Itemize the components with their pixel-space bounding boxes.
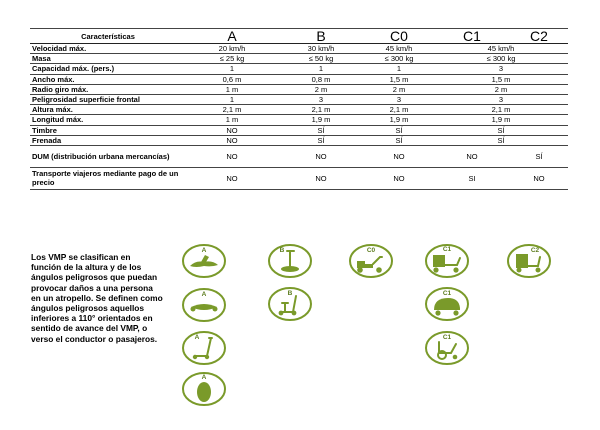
table-row-dum [30, 145, 568, 167]
cell-b: 2 m [278, 84, 364, 94]
cell-c1: NO [434, 145, 510, 167]
cell-c0: 3 [364, 94, 434, 104]
cell-a: NO [186, 125, 278, 135]
hoverboard-icon [181, 243, 227, 279]
table-row [30, 74, 568, 84]
cell-c2: NO [510, 167, 568, 189]
cell-a: NO [186, 167, 278, 189]
self-balancing-board-icon [181, 287, 227, 323]
cell-c0: 1 [364, 64, 434, 74]
wheelchair-scooter-icon [424, 330, 470, 366]
table-header-row [30, 29, 568, 44]
badge-label-a: A [201, 247, 207, 254]
cell-c0: 1,9 m [364, 115, 434, 125]
cell-a: 1 [186, 94, 278, 104]
row-label: Altura máx. [30, 105, 186, 115]
cell-a: 1 [186, 64, 278, 74]
cell-c1-c2: 3 [434, 94, 568, 104]
header-category-c1: C1 [434, 29, 510, 44]
cell-c0: NO [364, 145, 434, 167]
cell-c1-c2: ≤ 300 kg [434, 54, 568, 64]
cell-b: SÍ [278, 135, 364, 145]
badge-label-c1: C1 [442, 334, 452, 341]
cell-c1-c2: 1,5 m [434, 74, 568, 84]
table-row [30, 135, 568, 145]
seated-cart-icon [348, 243, 394, 279]
cell-c0: NO [364, 167, 434, 189]
cell-b: 3 [278, 94, 364, 104]
header-characteristics: Características [30, 29, 186, 44]
table-row [30, 105, 568, 115]
cell-b: SÍ [278, 125, 364, 135]
table-row [30, 84, 568, 94]
cell-a: 20 km/h [186, 44, 278, 54]
header-category-c0: C0 [364, 29, 434, 44]
row-label: Masa [30, 54, 186, 64]
row-label: Radio giro máx. [30, 84, 186, 94]
cell-b: NO [278, 167, 364, 189]
cell-c2: SÍ [510, 145, 568, 167]
table-row [30, 54, 568, 64]
row-label: DUM (distribución urbana mercancías) [30, 145, 186, 167]
row-label: Timbre [30, 125, 186, 135]
cell-c1-c2: 45 km/h [434, 44, 568, 54]
cell-c0: SÍ [364, 125, 434, 135]
table-row [30, 115, 568, 125]
cell-b: ≤ 50 kg [278, 54, 364, 64]
kick-scooter-icon [181, 330, 227, 366]
segway-icon [267, 243, 313, 279]
covered-scooter-icon [424, 286, 470, 322]
cell-b: 2,1 m [278, 105, 364, 115]
badge-label-c0: C0 [366, 247, 376, 254]
badge-label-c1: C1 [442, 290, 452, 297]
table-row-transport [30, 167, 568, 189]
cell-b: 1 [278, 64, 364, 74]
monowheel-icon [181, 371, 227, 407]
row-label: Capacidad máx. (pers.) [30, 64, 186, 74]
cell-a: NO [186, 145, 278, 167]
row-label: Longitud máx. [30, 115, 186, 125]
cell-c0: 45 km/h [364, 44, 434, 54]
table-row [30, 94, 568, 104]
row-label: Peligrosidad superficie frontal [30, 94, 186, 104]
table-row [30, 125, 568, 135]
cell-c1-c2: SÍ [434, 125, 568, 135]
cell-b: 30 km/h [278, 44, 364, 54]
cell-c1-c2: 1,9 m [434, 115, 568, 125]
cell-b: 1,9 m [278, 115, 364, 125]
classification-description: Los VMP se clasifican en función de la altura y de los ángulos peligrosos que puedan provocar daños a una persona en un atropello. Se definen como ángulos peligrosos aquellos inferiores a 110° orientados en sentido de avance del VMP, o verso el conductor o pasajeros. [31, 252, 163, 344]
header-category-c2: C2 [510, 29, 568, 44]
badge-label-a: A [201, 291, 207, 298]
table-row [30, 64, 568, 74]
cell-c1-c2: 2,1 m [434, 105, 568, 115]
table-row [30, 44, 568, 54]
row-label: Velocidad máx. [30, 44, 186, 54]
cell-c1-c2: 3 [434, 64, 568, 74]
cell-a: ≤ 25 kg [186, 54, 278, 64]
cell-c0: 2,1 m [364, 105, 434, 115]
row-label: Transporte viajeros mediante pago de un precio [30, 167, 186, 189]
cell-c0: 1,5 m [364, 74, 434, 84]
cell-c0: ≤ 300 kg [364, 54, 434, 64]
badge-label-a: A [194, 334, 200, 341]
cell-c1: SI [434, 167, 510, 189]
cell-a: NO [186, 135, 278, 145]
row-label: Ancho máx. [30, 74, 186, 84]
cell-c1-c2: 2 m [434, 84, 568, 94]
cell-c0: 2 m [364, 84, 434, 94]
cell-a: 1 m [186, 115, 278, 125]
cell-b: 0,8 m [278, 74, 364, 84]
cell-a: 1 m [186, 84, 278, 94]
badge-label-a: A [201, 374, 207, 381]
badge-label-c1: C1 [442, 246, 452, 253]
badge-label-b: B [279, 247, 285, 254]
passenger-tricycle-icon [424, 243, 470, 279]
cell-c0: SÍ [364, 135, 434, 145]
badge-label-c2: C2 [530, 247, 540, 254]
cell-a: 2,1 m [186, 105, 278, 115]
seated-scooter-icon [267, 286, 313, 322]
cell-c1-c2: SÍ [434, 135, 568, 145]
header-category-a: A [186, 29, 278, 44]
badge-label-b: B [287, 290, 293, 297]
cargo-tricycle-icon [506, 243, 552, 279]
header-category-b: B [278, 29, 364, 44]
cell-a: 0,6 m [186, 74, 278, 84]
cell-b: NO [278, 145, 364, 167]
spec-table [30, 28, 568, 190]
row-label: Frenada [30, 135, 186, 145]
